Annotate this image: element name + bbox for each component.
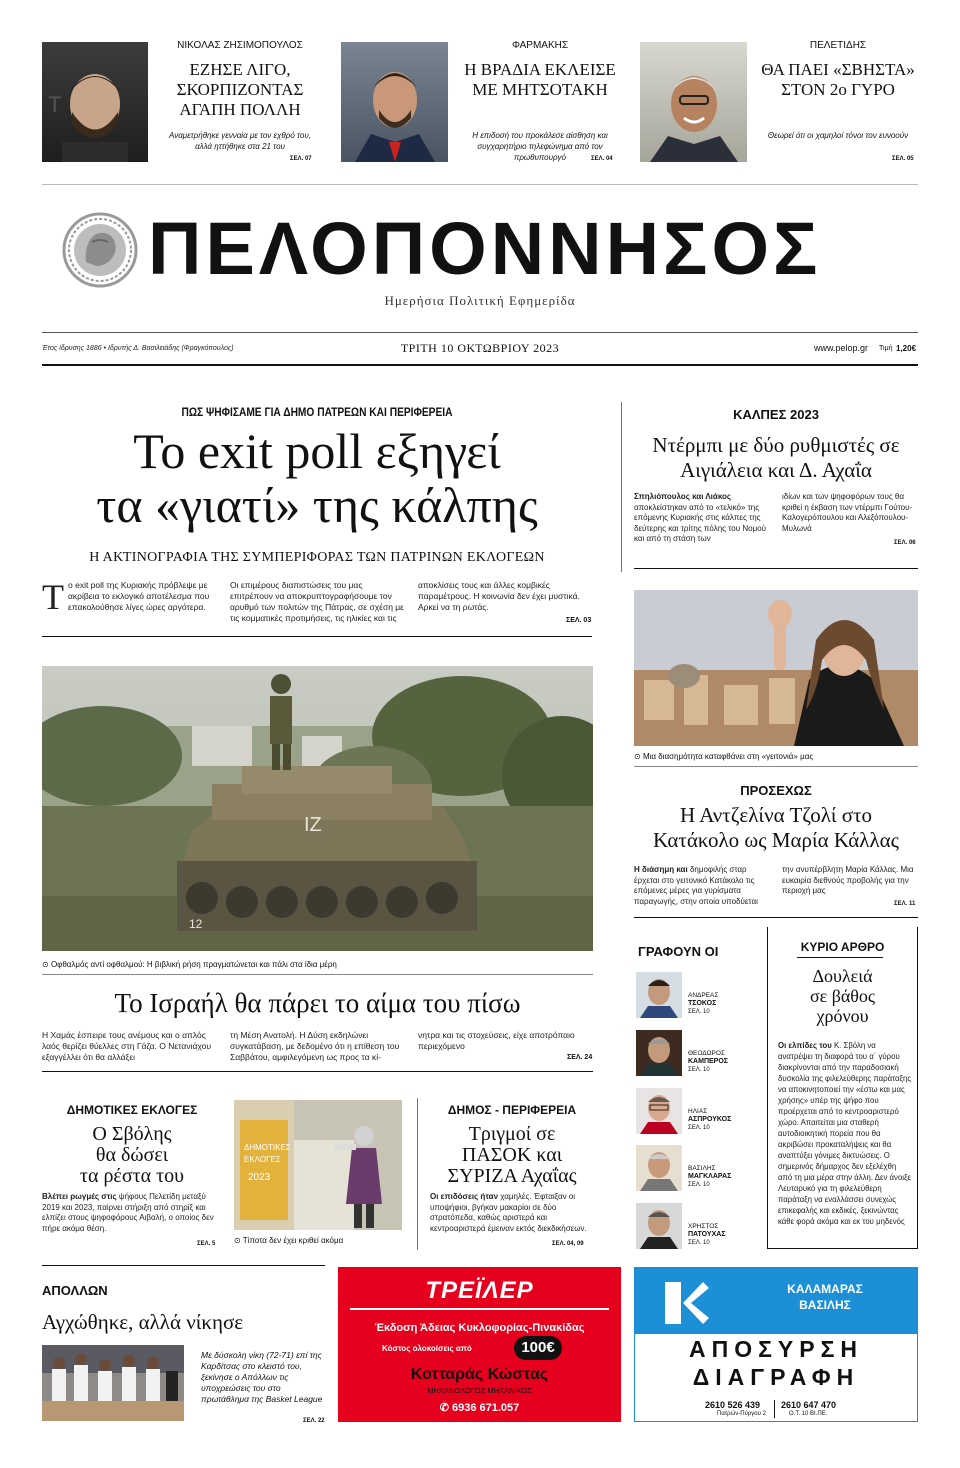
trailer-ad-phone-number: 6936 671.057	[451, 1402, 520, 1414]
jolie-caption	[634, 752, 918, 761]
pasok-title-line3: ΣΥΡΙΖΑ Αχαΐας	[447, 1165, 577, 1187]
divider	[42, 1265, 325, 1266]
pasok-kicker: ΔΗΜΟΣ - ΠΕΡΙΦΕΡΕΙΑ	[447, 1103, 577, 1117]
svolis-title-line3: τα ρέστα του	[79, 1165, 185, 1187]
divider	[797, 957, 883, 958]
kalamaras-name2: ΒΑΣΙΛΗΣ	[799, 1298, 851, 1312]
jolie-col1	[634, 865, 770, 907]
jolie-title-line2: Κατάκολο ως Μαρία Κάλλας	[653, 828, 899, 852]
lead-in: Η διάσημη και	[634, 865, 688, 874]
masthead-title[interactable]: ΠΕΛΟΠΟΝΝΗΣΟΣ	[148, 207, 822, 290]
voting-illustration	[234, 1100, 402, 1230]
pasok-title-line1: Τριγμοί σε	[468, 1123, 556, 1145]
writers-header: ΓΡΑΦΟΥΝ ΟΙ	[638, 944, 719, 959]
portrait-illustration	[341, 42, 448, 162]
israel-tank-photo[interactable]	[42, 666, 593, 951]
israel-caption-text: Οφθαλμός αντί οφθαλμού: Η βιβλική ρήση πραγματώνεται και πάλι στα ίδια μέρη	[50, 960, 337, 969]
teaser-text: Αναμετρήθηκε γενναία με τον εχθρό του, αλλά ηττήθηκε στα 21 του	[169, 131, 311, 151]
teaser-title[interactable]: ΘΑ ΠΑΕΙ «ΣΒΗΣΤΑ» ΣΤΟΝ 2ο ΓΥΡΟ	[761, 60, 915, 99]
jolie-col1-text: δημοφιλής σταρ έρχεται στο γειτονικό Κατάκολο τις επόμενες μέρες για γυρίσματα παραγωγής, στην οποία υποδύεται	[634, 865, 758, 906]
jolie-title-line1: Η Αντζελίνα Τζολί στο	[679, 803, 873, 827]
masthead-subtitle: Ημερήσια Πολιτική Εφημερίδα	[384, 293, 576, 308]
page-ref: ΣΕΛ. 06	[894, 540, 916, 546]
jolie-caption-text: Μια διασημότητα καταφθάνει στη «γειτονιά» μας	[642, 752, 814, 761]
divider	[634, 917, 918, 918]
teaser-photo-peletidis[interactable]	[640, 42, 747, 162]
kalamaras-phone1: 2610 526 439	[705, 1400, 761, 1410]
lead-col1-text: ο exit poll της Κυριακής πρόβλεψε με ακρίβεια το εκλογικό αποτέλεσμα που επακολούθησε λίγες ώρες αργότερα.	[68, 580, 210, 612]
lead-in: Βλέπει ρωγμές στις	[42, 1192, 117, 1201]
svolis-title[interactable]	[42, 1124, 222, 1187]
lead-in: Οι ελπίδες του	[778, 1041, 832, 1050]
writer-first: ΑΝΔΡΕΑΣ	[688, 992, 719, 999]
trailer-ad-price: 100€	[521, 1339, 555, 1356]
divider	[42, 332, 918, 333]
writer-item[interactable]	[636, 1145, 756, 1193]
lead-in: Σπηλιόπουλος και Λιάκος	[634, 492, 732, 501]
writer-first: ΧΡΗΣΤΟΣ	[688, 1223, 719, 1230]
editorial-text	[778, 1040, 912, 1227]
svg-text:ΙΖ: ΙΖ	[304, 814, 322, 836]
trailer-ad-title: ΤΡΕΪΛΕΡ	[425, 1277, 534, 1304]
editorial-title-line3: χρόνου	[816, 1006, 869, 1026]
coin-logo-icon	[62, 212, 138, 288]
writer-first: ΒΑΣΙΛΗΣ	[688, 1165, 716, 1172]
basketball-photo[interactable]	[42, 1345, 184, 1421]
writer-last: ΑΣΠΡΟΥΚΟΣ	[688, 1116, 732, 1123]
divider	[42, 364, 918, 366]
divider	[634, 568, 918, 569]
pasok-text	[430, 1192, 594, 1234]
page-ref: ΣΕΛ. 04	[591, 156, 613, 162]
svg-text:T: T	[48, 92, 62, 117]
masthead-logo	[62, 212, 138, 288]
apollon-text: Με δύσκολη νίκη (72-71) επί της Καρδίτσας στο κλειστό του, ξεκίνησε ο Απόλλων τις υποχρεώσεις του στο πρωτάθλημα της Basket League	[201, 1350, 323, 1404]
lead-subtitle: Η ΑΚΤΙΝΟΓΡΑΦΙΑ ΤΗΣ ΣΥΜΠΕΡΙΦΟΡΑΣ ΤΩΝ ΠΑΤΡΙΝΩΝ ΕΚΛΟΓΕΩΝ	[89, 550, 545, 565]
israel-col1: Η Χαμάς έσπειρε τους ανέμους και ο απλός λαός θερίζει θύελλες στη Γάζα. Ο Νετανιάχου εξαγγέλλει ότι θα αλλάξει	[42, 1030, 211, 1062]
editorial-kicker: ΚΥΡΙΟ ΑΡΘΡΟ	[800, 940, 885, 954]
svg-text:ΕΚΛΟΓΕΣ: ΕΚΛΟΓΕΣ	[244, 1155, 281, 1164]
editorial-title-line2: σε βάθος	[809, 986, 876, 1006]
divider	[42, 184, 918, 185]
teaser-photo-farmakis[interactable]	[341, 42, 448, 162]
tank-illustration	[42, 666, 593, 951]
teaser-title[interactable]: Η ΒΡΑΔΙΑ ΕΚΛΕΙΣΕ ΜΕ ΜΗΤΣΟΤΑΚΗ	[464, 60, 616, 99]
kalamaras-ad[interactable]	[634, 1267, 918, 1422]
column-divider	[417, 1098, 418, 1250]
writer-page: ΣΕΛ. 10	[688, 1067, 710, 1073]
camera-icon: ⊙	[42, 960, 51, 969]
svolis-title-line1: Ο Σβόλης	[92, 1123, 172, 1145]
page-ref: ΣΕΛ. 05	[892, 156, 914, 162]
trailer-ad-cost-label: Κόστος ολοκοίσεις από	[382, 1344, 472, 1353]
divider	[42, 636, 592, 637]
trailer-ad[interactable]	[338, 1267, 621, 1422]
writer-first: ΘΕΟΔΩΡΟΣ	[688, 1050, 725, 1057]
portrait-illustration	[42, 42, 148, 162]
kalamaras-name1: ΚΑΛΑΜΑΡΑΣ	[787, 1282, 863, 1296]
kalamaras-logo-icon	[661, 1278, 711, 1328]
svolis-text	[42, 1192, 222, 1234]
israel-col3: νητρα και τις στοχεύσεις, είχε αποτρόπαιο περιεχόμενο	[418, 1030, 575, 1051]
lead-col1	[42, 577, 218, 617]
jolie-kicker: ΠΡΟΣΕΧΩΣ	[740, 783, 812, 798]
teaser-text: Θεωρεί ότι οι χαμηλοί τόνοι τον ευνοούν	[767, 131, 909, 140]
writer-item[interactable]	[636, 1030, 756, 1078]
writer-item[interactable]	[636, 972, 756, 1020]
writer-page: ΣΕΛ. 10	[688, 1182, 710, 1188]
lead-kicker: ΠΩΣ ΨΗΦΙΣΑΜΕ ΓΙΑ ΔΗΜΟ ΠΑΤΡΕΩΝ ΚΑΙ ΠΕΡΙΦΕΡΕΙΑ	[181, 405, 453, 419]
writer-first: ΗΛΙΑΣ	[688, 1108, 708, 1115]
writer-avatar	[636, 1203, 682, 1249]
camera-icon: ⊙	[634, 752, 643, 761]
page-ref: ΣΕΛ. 03	[566, 617, 592, 624]
apollon-kicker: ΑΠΟΛΛΩΝ	[42, 1283, 108, 1298]
ballot-label: ΔΗΜΟΤΙΚΕΣ	[244, 1143, 291, 1152]
teaser-photo-zisimopoulos[interactable]	[42, 42, 148, 162]
writer-avatar	[636, 1088, 682, 1134]
right-top-col1	[634, 492, 770, 545]
writer-avatar	[636, 1145, 682, 1191]
dropcap: Τ	[42, 577, 64, 617]
right-top-col1-text: αποκλείστηκαν από το «τελικό» της επόμενης Κυριακής στις κάλπες της δεύτερης και τρίτης πόλης του Νομού και από τη στάση των	[634, 502, 766, 543]
right-top-kicker: ΚΑΛΠΕΣ 2023	[733, 407, 819, 422]
svg-text:12: 12	[189, 917, 203, 931]
writer-page: ΣΕΛ. 10	[688, 1240, 710, 1246]
kalamaras-addr2: Ο.Τ. 10 ΒΙ.ΠΕ.	[789, 1411, 828, 1417]
editorial-title[interactable]	[771, 966, 914, 1026]
page-ref: ΣΕΛ. 11	[894, 901, 916, 907]
founded-info: Έτος ίδρυσης 1886 • Ιδρυτής Δ. Βασιλειάδης (Φραγκόπουλος)	[42, 345, 234, 352]
writer-last: ΠΑΤΟΥΧΑΣ	[688, 1231, 726, 1238]
pasok-title[interactable]	[430, 1124, 594, 1187]
writer-last: ΤΣΟΚΟΣ	[688, 1000, 717, 1007]
lead-title[interactable]	[42, 424, 592, 532]
phone-icon: ✆	[439, 1402, 452, 1414]
lead-col3: αποκλίσεις τους και άλλες κομβικές παραμέτρους. Η κοινωνία δεν έχει μυστικά. Αρκεί να τη ρωτάς.	[418, 580, 580, 612]
page-ref: ΣΕΛ. 04, 09	[552, 1241, 584, 1247]
right-top-title[interactable]: Ντέρμπι με δύο ρυθμιστές σε Αιγιάλεια και Δ. Αχαΐα	[652, 433, 900, 482]
camera-icon: ⊙	[234, 1236, 243, 1245]
apollon-title[interactable]: Αγχώθηκε, αλλά νίκησε	[42, 1310, 244, 1334]
column-divider	[621, 402, 622, 572]
trailer-ad-line1: Έκδοση Άδειας Κυκλοφορίας-Πινακίδας	[374, 1322, 585, 1334]
basketball-illustration	[42, 1345, 184, 1421]
page-ref: ΣΕΛ. 22	[303, 1418, 325, 1424]
page-ref: ΣΕΛ. 5	[197, 1241, 216, 1247]
teaser-kicker: ΝΙΚΟΛΑΣ ΖΗΣΙΜΟΠΟΥΛΟΣ	[177, 40, 303, 51]
writer-item[interactable]	[636, 1088, 756, 1136]
website-link[interactable]: www.pelop.gr	[814, 343, 869, 353]
teaser-text: Η επιδοσή του προκάλεσε αίσθηση και συγχαρητήριο τηλεφώνημα από τον πρωθυπουργό	[472, 131, 608, 162]
lead-title-line2: τα «γιατί» της κάλπης	[96, 477, 538, 533]
writer-last: ΚΑΜΠΕΡΟΣ	[688, 1058, 728, 1065]
israel-col2: τη Μέση Ανατολή. Η Δύση εκδηλώνει συγκατάβαση, με δεδομένο ότι η επίθεση του Σαββάτου, αμφιλεγόμενη ως προς τα κί-	[230, 1030, 400, 1062]
jolie-illustration	[634, 590, 918, 746]
lead-in: Οι επιδόσεις ήταν	[430, 1192, 499, 1201]
pasok-title-line2: ΠΑΣΟΚ και	[461, 1144, 563, 1166]
kalamaras-addr1: Πατρών-Πύργου 2	[717, 1411, 766, 1417]
portrait-illustration	[640, 42, 747, 162]
divider	[634, 766, 918, 767]
jolie-title[interactable]	[634, 803, 918, 853]
writer-avatar	[636, 972, 682, 1018]
divider	[42, 974, 593, 975]
editorial-body: Κ. Σβόλη να ανατρέψει τη διαφορά του α΄ γύρου διακρίνονται από την παραδοσιακή δυσκολία της φιλελεύθερης παράταξης να αποκινητοποιεί την «έστω και μας χρήσης» υπέρ της ψήφο που προέρχεται από το κεντροαριστερό χώρο. Απαιτείται μια σταθερή αυτοδιοικητική πορεία που θα ακριβώσει προκαταλήψεις και θα αναπτύξει γόνιμες δικτυώσεις. Ο σημερινός δήμαρχος δεν εξελέχθη από τη μια μέρα στην άλλη. Δεν άνοιξε Λευταρυκό για τη φιλελεύθερη παράταξη να εναλλάσσει συνεχώς επικεφαλής και εκδικές, ξεκινώντας κάθε φορά ακόμα και εκ του μηδενός	[778, 1041, 912, 1226]
editorial-title-line1: Δουλειά	[812, 966, 873, 986]
svolis-body: ψήφους Πελετίδη μεταξύ 2019 και 2023, παίρνει στήριξη από στηρίξ και ελπίζει στους ψηφοφόρους Αιβαλή, ο οποίος δεν πήρε ακόμα θέση.	[42, 1192, 214, 1233]
writer-page: ΣΕΛ. 10	[688, 1125, 710, 1131]
trailer-ad-phone	[338, 1401, 621, 1414]
teaser-kicker: ΦΑΡΜΑΚΗΣ	[511, 40, 569, 51]
price-value: 1,20€	[896, 344, 917, 353]
kalamaras-ad-separator	[774, 1400, 775, 1418]
page-ref: ΣΕΛ. 07	[290, 156, 312, 162]
divider	[42, 1071, 593, 1072]
jolie-photo[interactable]	[634, 590, 918, 746]
svg-text:2023: 2023	[248, 1172, 271, 1183]
israel-photo-caption	[42, 960, 593, 969]
lead-title-line1: Το exit poll εξηγεί	[133, 423, 501, 479]
kalamaras-phone2: 2610 647 470	[781, 1400, 837, 1410]
kalamaras-line1: ΑΠΟΣΥΡΣΗ	[688, 1336, 863, 1362]
ballot-photo[interactable]	[234, 1100, 402, 1230]
trailer-ad-name: Κοτταράς Κώστας	[410, 1366, 549, 1383]
israel-title[interactable]: Το Ισραήλ θα πάρει το αίμα του πίσω	[114, 988, 521, 1018]
writer-last: ΜΑΓΚΛΑΡΑΣ	[688, 1173, 732, 1180]
writer-item[interactable]	[636, 1203, 756, 1251]
svolis-kicker: ΔΗΜΟΤΙΚΕΣ ΕΚΛΟΓΕΣ	[66, 1103, 198, 1117]
page-ref: ΣΕΛ. 24	[567, 1054, 593, 1061]
pasok-body: χαμηλές. Έφταιξαν οι υποψήφιοι, βγήκαν μακαρίοι σε δύο στρατόπεδα, καθώς αριστερά και κεντροαριστερά έμειναν εκτός διεκδικήσεων.	[430, 1192, 587, 1233]
kalamaras-line2: ΔΙΑΓΡΑΦΗ	[692, 1364, 860, 1390]
lead-col2: Οι επιμέρους διαπιστώσεις του μας επιτρέπουν να αποκρυπτογραφήσουμε τον αρυθμό των πολιτών της Πάτρας, σε σχέση με τις κομματικές προτιμήσεις, τις ηλικίες και τις	[230, 580, 404, 623]
issue-date: ΤΡΙΤΗ 10 ΟΚΤΩΒΡΙΟΥ 2023	[400, 341, 560, 355]
price-label: Τιμή	[879, 345, 893, 352]
ballot-caption	[234, 1236, 404, 1245]
trailer-ad-profession: ΜΗΧΑΝΟΛΟΓΟΣ ΜΗΧΑΝΙΚΟΣ	[427, 1386, 532, 1395]
writer-avatar	[636, 1030, 682, 1076]
svolis-title-line2: θα δώσει	[95, 1144, 169, 1166]
ballot-caption-text: Τίποτα δεν έχει κριθεί ακόμα	[242, 1236, 344, 1245]
trailer-ad-bar	[350, 1308, 609, 1310]
teaser-title[interactable]: ΕΖΗΣΕ ΛΙΓΟ, ΣΚΟΡΠΙΖΟΝΤΑΣ ΑΓΑΠΗ ΠΟΛΛΗ	[176, 60, 304, 119]
writer-page: ΣΕΛ. 10	[688, 1009, 710, 1015]
jolie-col2: την ανυπέρβλητη Μαρία Κάλλας. Μια ευκαιρία διεθνούς προβολής για την περιοχή μας	[782, 865, 914, 895]
teaser-kicker: ΠΕΛΕΤΙΔΗΣ	[809, 40, 867, 51]
right-top-col2: ιδίων και των ψηφοφόρων τους θα κριθεί η έκβαση των ντέρμπι Γούτου-Καλογερόπουλου και Αλεξόπουλου-Μυλωνά	[782, 492, 913, 533]
